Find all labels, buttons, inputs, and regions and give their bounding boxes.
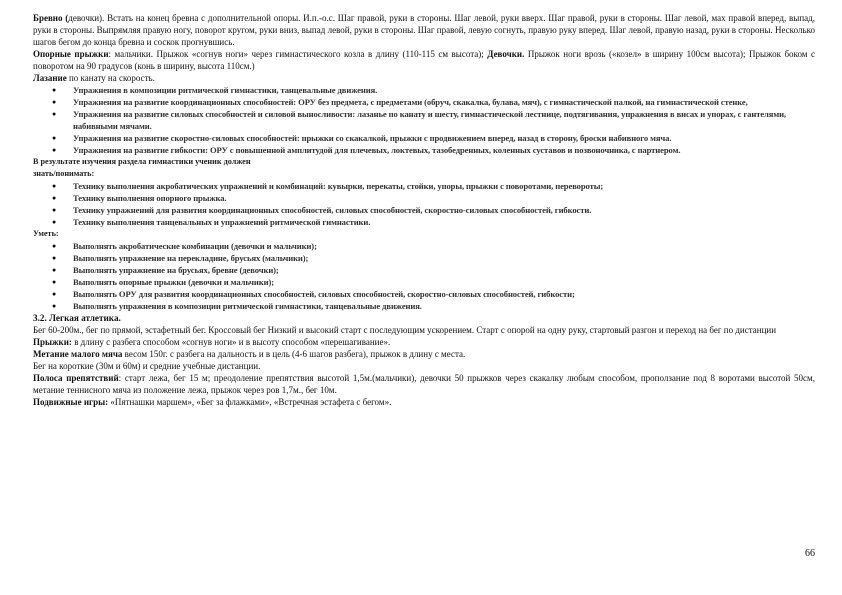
paragraph-vault: Опорные прыжки: мальчики. Прыжок «согнув ноги» через гимнастического козла в длину (110-115 см высота); Девочки. Прыжок ноги врозь («козел» в ширину 100см высота); Прыжок боком с поворотом на 90 градусов (конь в ширину, высота 110см.) (33, 49, 815, 71)
list-item: ● Технику выполнения акробатических упражнений и комбинаций: кувырки, перекаты, стойки, упоры, прыжки с поворотами, перевороты; (33, 180, 815, 192)
paragraph-climbing: Лазание по канату на скорость. (33, 73, 155, 83)
paragraph-throwing: Метание малого мяча весом 150г. с разбега на дальность и в цель (4-6 шагов разбега), прыжок в длину с места. (33, 349, 466, 359)
list-item: ● Выполнять упражнение на перекладине, брусьях (мальчики); (33, 252, 815, 264)
list-item: ● Выполнять опорные прыжки (девочки и мальчики); (33, 276, 815, 288)
paragraph-short-run: Бег на короткие (30м и 60м) и средние учебные дистанции. (33, 361, 261, 371)
list-item: ● Упражнения на развитие гибкости: ОРУ с повышенной амплитудой для плечевых, локтевых, тазобедренных, коленных суставов и позвоночника, с партнером. (33, 144, 815, 156)
paragraph-beam: Бревно (девочки). Встать на конец бревна с дополнительной опоры. И.п.-о.с. Шаг правой, руки в стороны. Шаг левой, руки вверх. Шаг правой, руки в стороны. Шаг левой, мах правой вперед, выпад, руки в стороны. Выпрямляя правую ногу, поворот кругом, руки вниз, выпад левой, руки в стороны. Шаг правой, левую согнуть, правую руку вперед. Шаг левой, правую назад, руки в стороны. Несколько шагов бегом до конца бревна и соскок прогнувшись. (33, 13, 815, 47)
paragraph-running: Бег 60-200м., бег по прямой, эстафетный бег. Кроссовый бег Низкий и высокий старт с последующим ускорением. Старт с опорой на одну руку, стартовый разгон и переход на бег по дистанции (33, 325, 777, 335)
can-heading: Уметь: (33, 229, 59, 238)
list-item: ● Упражнения на развитие скоростно-силовых способностей: прыжки со скакалкой, прыжки с продвижением вперед, назад в сторону, броски набивного мяча. (33, 132, 815, 144)
document-page (33, 12, 815, 408)
list-item: ● Упражнения на развитие координационных способностей: ОРУ без предмета, с предметами (обруч, скакалка, булава, мяч), с гимнастической палкой, на гимнастической стенке, (33, 96, 815, 108)
list-item: ● Выполнять упражнения в композиции ритмической гимнастики, танцевальные движения. (33, 300, 815, 312)
list-item: ● Технику выполнения танцевальных и упражнений ритмической гимнастики. (33, 216, 815, 228)
know-heading: знать/понимать: (33, 169, 95, 178)
result-heading: В результате изучения раздела гимнастики ученик должен (33, 157, 251, 166)
section-title: 3.2. Легкая атлетика. (33, 313, 121, 323)
list-item: ● Технику выполнения опорного прыжка. (33, 192, 815, 204)
know-list (33, 180, 815, 228)
list-item: ● Выполнять акробатические комбинации (девочки и мальчики); (33, 240, 815, 252)
exercise-list (33, 84, 815, 156)
list-item: ● Технику упражнений для развития координационных способностей, силовых способностей, скоростно-силовых способностей, гибкости. (33, 204, 815, 216)
can-list (33, 240, 815, 312)
list-item: ● Упражнения в композиции ритмической гимнастики, танцевальные движения. (33, 84, 815, 96)
list-item: ● Выполнять ОРУ для развития координационных способностей, силовых способностей, скоростно-силовых способностей, гибкости; (33, 288, 815, 300)
list-item: ● Выполнять упражнение на брусьях, бревне (девочки); (33, 264, 815, 276)
list-item: ● Упражнения на развитие силовых способностей и силовой выносливости: лазанье по канату и шесту, гимнастической лестнице, подтягивания, упражнения в висах и упорах, с гантелями, набивными мячами. (33, 108, 815, 132)
paragraph-jumps: Прыжки: в длину с разбега способом «согнув ноги» и в высоту способом «перешагивание». (33, 337, 391, 347)
page-number: 66 (805, 548, 815, 559)
paragraph-obstacle: Полоса препятствий: старт лежа, бег 15 м; преодоление препятствия высотой 1,5м.(мальчики), девочки 50 прыжков через скакалку любым способом, проползание под 8 воротами высотой 50см, метание теннисного мяча из положение лежа, прыжок через ров 1,7м., бег 10м. (33, 373, 815, 395)
paragraph-games: Подвижные игры: «Пятнашки маршем», «Бег за флажками», «Встречная эстафета с бегом». (33, 397, 392, 407)
